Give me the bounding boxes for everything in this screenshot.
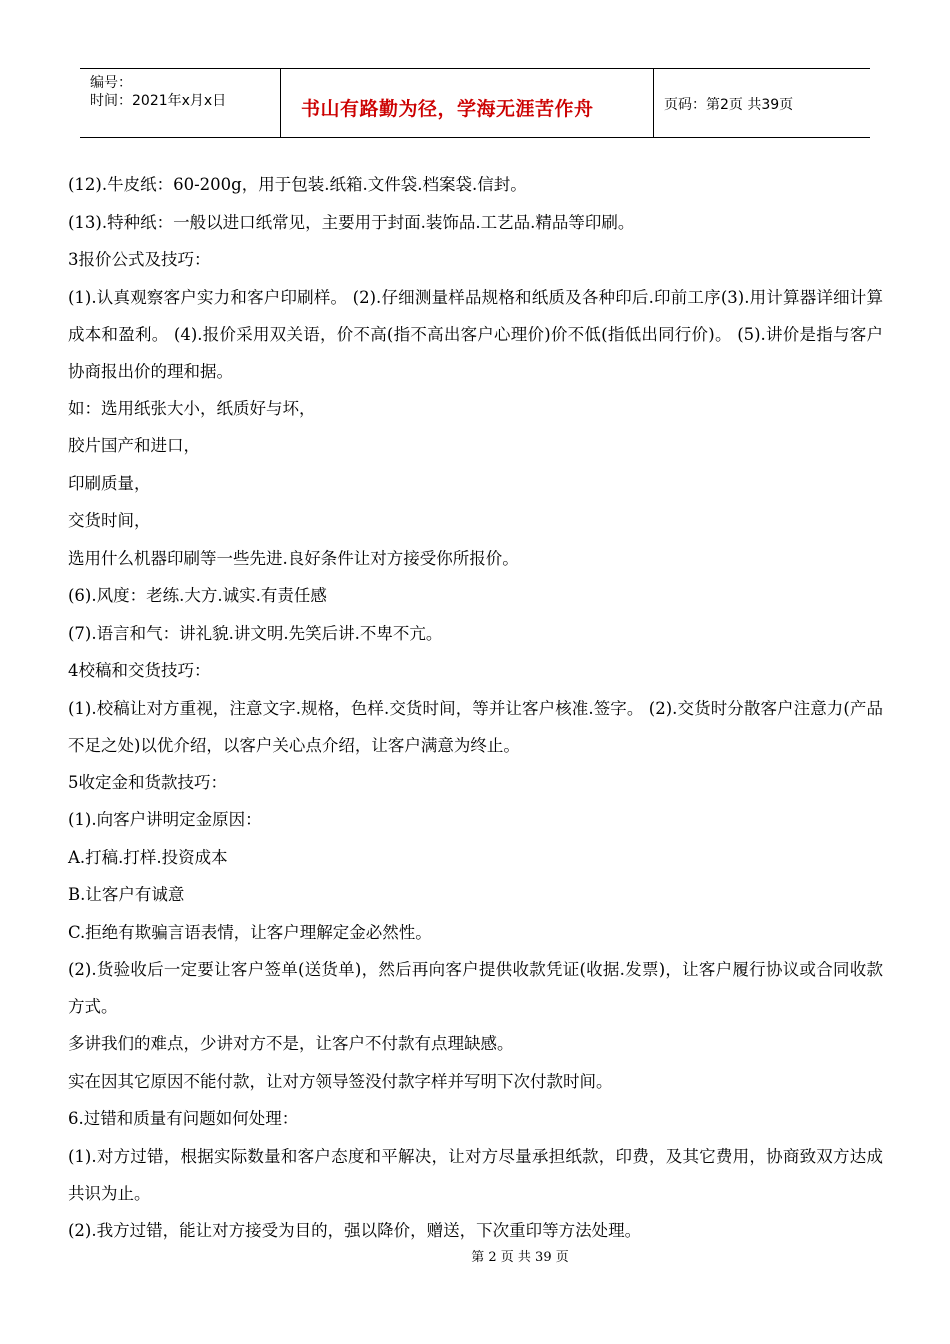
footer-page-number: 第 2 页 共 39 页 — [471, 1250, 569, 1265]
paragraph: (2).货验收后一定要让客户签单(送货单)，然后再向客户提供收款凭证(收据.发票)，让客户履行协议或合同收款方式。 — [68, 960, 883, 1016]
paragraph: (6).风度：老练.大方.诚实.有责任感 — [68, 586, 327, 605]
header-meta-cell — [80, 69, 281, 137]
document-header — [80, 68, 870, 138]
paragraph: (2).我方过错，能让对方接受为目的，强以降价，赠送，下次重印等方法处理。 — [68, 1220, 642, 1240]
header-page-info: 页码：第2页 共39页 — [664, 97, 794, 113]
paragraph: 印刷质量， — [68, 473, 151, 493]
paragraph: 胶片国产和进口， — [68, 436, 200, 455]
document-number-label: 编号： — [90, 75, 132, 91]
document-date-label: 时间：2021年x月x日 — [90, 93, 227, 109]
paragraph: 如：选用纸张大小，纸质好与坏， — [68, 398, 316, 418]
paragraph: A.打稿.打样.投资成本 — [68, 847, 228, 867]
paragraph: 实在因其它原因不能付款，让对方领导签没付款字样并写明下次付款时间。 — [68, 1071, 613, 1091]
paragraph: 选用什么机器印刷等一些先进.良好条件让对方接受你所报价。 — [68, 548, 519, 568]
paragraph: 多讲我们的难点，少讲对方不是，让客户不付款有点理缺感。 — [68, 1034, 514, 1053]
section-heading: 3报价公式及技巧： — [68, 250, 211, 269]
paragraph: B.让客户有诚意 — [68, 885, 185, 904]
document-body — [68, 166, 883, 1249]
paragraph: 交货时间， — [68, 511, 151, 530]
section-heading: 4校稿和交货技巧： — [68, 661, 211, 680]
section-heading: 6.过错和质量有问题如何处理： — [68, 1109, 299, 1128]
paragraph: (1).认真观察客户实力和客户印刷样。 (2).仔细测量样品规格和纸质及各种印后.印前工序(3).用计算器详细计算成本和盈利。 (4).报价采用双关语，价不高(指不高出客户心理价)价不低(指低出同行价)。 (5).讲价是指与客户协商报出价的理和据。 — [68, 287, 883, 381]
paragraph: (7).语言和气：讲礼貌.讲文明.先笑后讲.不卑不亢。 — [68, 623, 443, 643]
page-footer — [0, 1246, 950, 1265]
paragraph: (1).校稿让对方重视，注意文字.规格，色样.交货时间，等并让客户核准.签字。 (2).交货时分散客户注意力(产品不足之处)以优介绍，以客户关心点介绍，让客户满意为终止。 — [68, 698, 883, 755]
paragraph: (13).特种纸：一般以进口纸常见，主要用于封面.装饰品.工艺品.精品等印刷。 — [68, 212, 635, 232]
paragraph: (1).对方过错，根据实际数量和客户态度和平解决，让对方尽量承担纸款，印费，及其它费用，协商致双方达成共识为止。 — [68, 1146, 883, 1203]
header-motto: 书山有路勤为径，学海无涯苦作舟 — [301, 98, 594, 120]
header-page-cell — [654, 69, 870, 137]
header-motto-cell — [281, 69, 654, 137]
paragraph: (1).向客户讲明定金原因： — [68, 810, 262, 829]
section-heading: 5收定金和货款技巧： — [68, 772, 227, 792]
paragraph: (12).牛皮纸：60-200g，用于包装.纸箱.文件袋.档案袋.信封。 — [68, 175, 527, 194]
paragraph: C.拒绝有欺骗言语表情，让客户理解定金必然性。 — [68, 922, 432, 942]
